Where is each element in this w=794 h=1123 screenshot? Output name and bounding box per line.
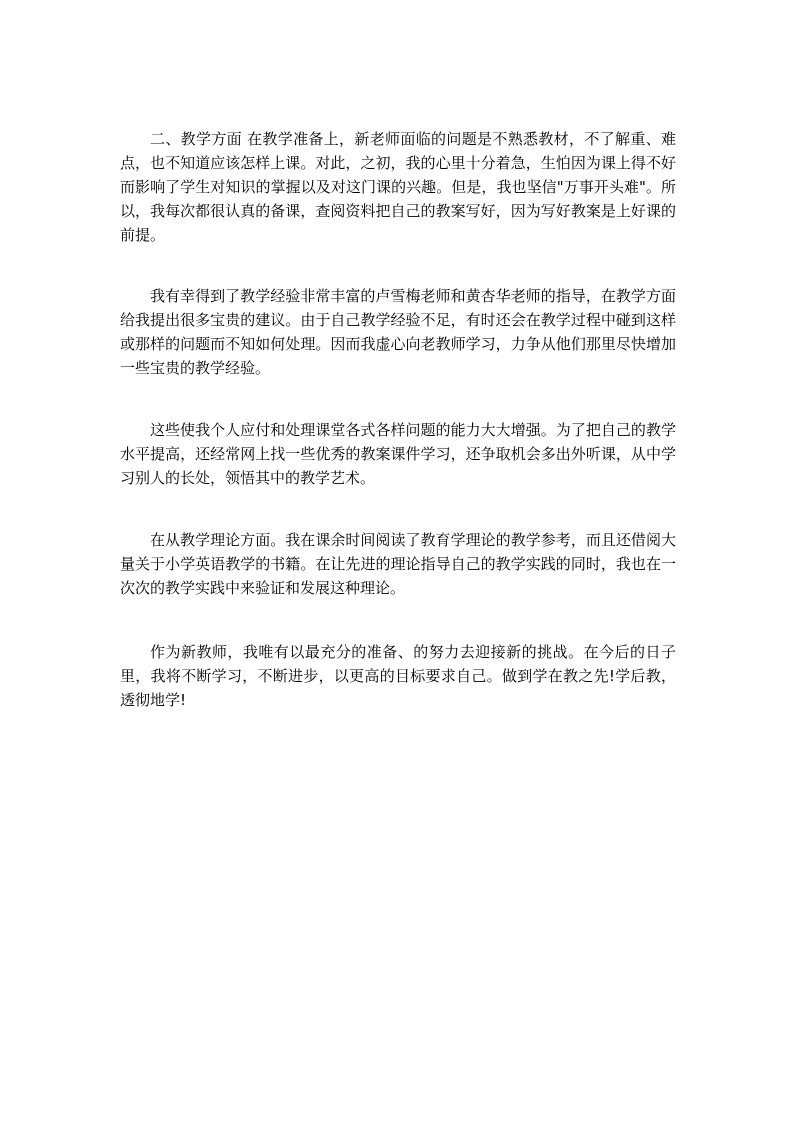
paragraph-future-challenge: 作为新教师，我唯有以最充分的准备、的努力去迎接新的挑战。在今后的日子里，我将不断学习，不断进步，以更高的目标要求自己。做到学在教之先!学后教，透彻地学! xyxy=(120,643,676,709)
paragraph-teaching-theory: 在从教学理论方面。我在课余时间阅读了教育学理论的教学参考，而且还借阅大量关于小学英语教学的书籍。在让先进的理论指导自己的教学实践的同时，我也在一次次的教学实践中来验证和发展这种理论。 xyxy=(120,531,676,597)
paragraph-teaching-preparation: 二、教学方面 在教学准备上，新老师面临的问题是不熟悉教材，不了解重、难点，也不知道应该怎样上课。对此，之初，我的心里十分着急，生怕因为课上得不好而影响了学生对知识的掌握以及对这门课的兴趣。但是，我也坚信"万事开头难"。所以，我每次都很认真的备课，查阅资料把自己的教案写好，因为写好教案是上好课的前提。 xyxy=(120,130,676,244)
paragraph-ability-improvement: 这些使我个人应付和处理课堂各式各样问题的能力大大增强。为了把自己的教学水平提高，还经常网上找一些优秀的教案课件学习，还争取机会多出外听课，从中学习别人的长处，领悟其中的教学艺术。 xyxy=(120,421,676,487)
paragraph-mentor-guidance: 我有幸得到了教学经验非常丰富的卢雪梅老师和黄杏华老师的指导，在教学方面给我提出很多宝贵的建议。由于自己教学经验不足，有时还会在教学过程中碰到这样或那样的问题而不知如何处理。因而我虚心向老教师学习，力争从他们那里尽快增加一些宝贵的教学经验。 xyxy=(120,287,676,377)
